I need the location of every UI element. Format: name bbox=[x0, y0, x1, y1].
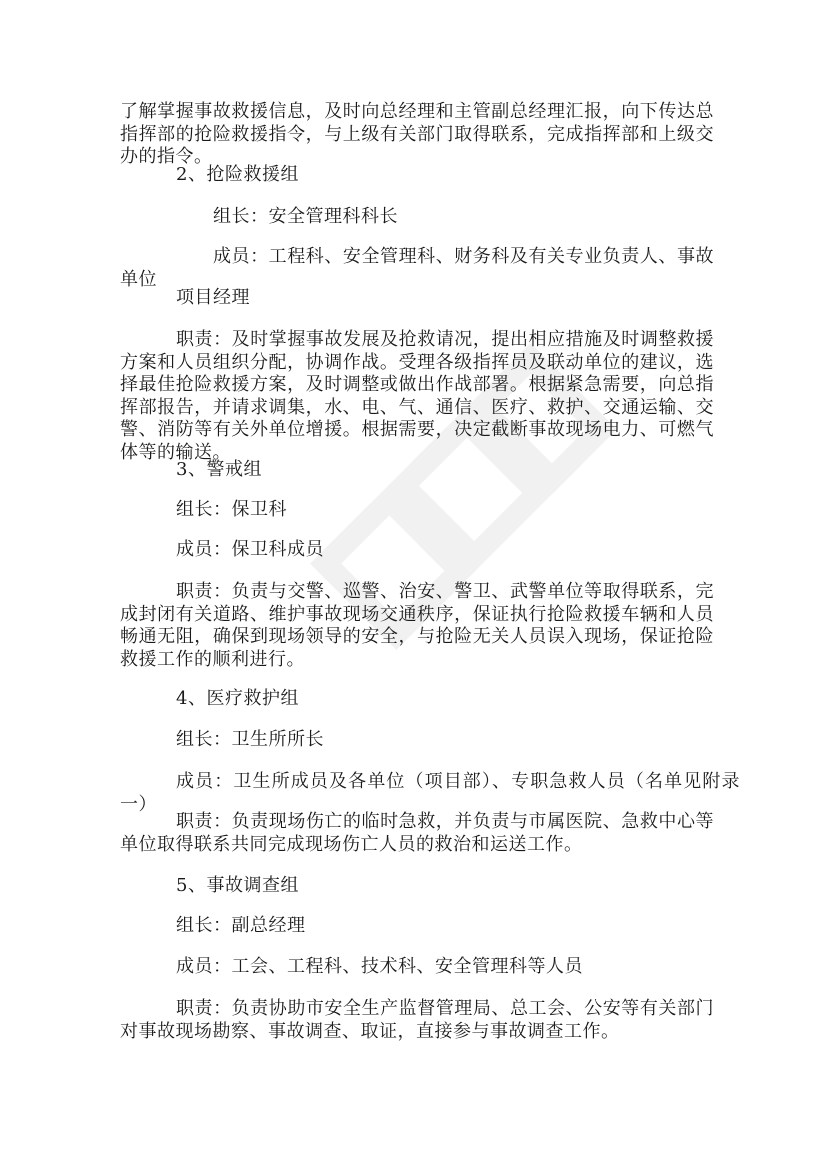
section-duties: 职责：负责协助市安全生产监督管理局、总工会、公安等有关部门对事故现场勘察、事故调查、取证，直接参与事故调查工作。 bbox=[120, 998, 714, 1042]
section-members: 成员：工会、工程科、技术科、安全管理科等人员 bbox=[176, 956, 583, 977]
section-members: 成员：工程科、安全管理科、财务科及有关专业负责人、事故单位 bbox=[120, 246, 714, 290]
section-leader: 组长：副总经理 bbox=[176, 915, 306, 936]
section-heading: 3、警戒组 bbox=[176, 459, 262, 480]
section-leader: 组长：安全管理科科长 bbox=[213, 206, 398, 227]
section-members: 成员：卫生所成员及各单位（项目部）、专职急救人员（名单见附录一） bbox=[120, 771, 740, 815]
intro-paragraph: 了解掌握事故救援信息，及时向总经理和主管副总经理汇报，向下传达总指挥部的抢险救援指令，与上级有关部门取得联系，完成指挥部和上级交办的指令。 bbox=[120, 101, 714, 167]
section-leader: 组长：卫生所所长 bbox=[176, 729, 324, 750]
section-duties: 职责：及时掌握事故发展及抢救请况，提出相应措施及时调整救援方案和人员组织分配，协调作战。受理各级指挥员及联动单位的建议，选择最佳抢险救援方案，及时调整或做出作战部署。根据紧急需要，向总指挥部报告，并请求调集，水、电、气、通信、医疗、救护、交通运输、交警、消防等有关外单位增援。根据需要，决定截断事故现场电力、可燃气体等的输送。 bbox=[120, 329, 714, 463]
section-heading: 4、医疗救护组 bbox=[176, 688, 299, 709]
section-heading: 2、抢险救援组 bbox=[176, 164, 299, 185]
section-members-continued: 项目经理 bbox=[176, 287, 250, 308]
section-heading: 5、事故调查组 bbox=[176, 875, 299, 896]
section-duties: 职责：负责与交警、巡警、治安、警卫、武警单位等取得联系，完成封闭有关道路、维护事故现场交通秩序，保证执行抢险救援车辆和人员畅通无阻，确保到现场领导的安全，与抢险无关人员误入现场，保证抢险救援工作的顺利进行。 bbox=[120, 581, 714, 670]
section-members: 成员：保卫科成员 bbox=[176, 539, 324, 560]
section-leader: 组长：保卫科 bbox=[176, 499, 287, 520]
section-duties: 职责：负责现场伤亡的临时急救，并负责与市属医院、急救中心等单位取得联系共同完成现场伤亡人员的救治和运送工作。 bbox=[120, 811, 714, 855]
